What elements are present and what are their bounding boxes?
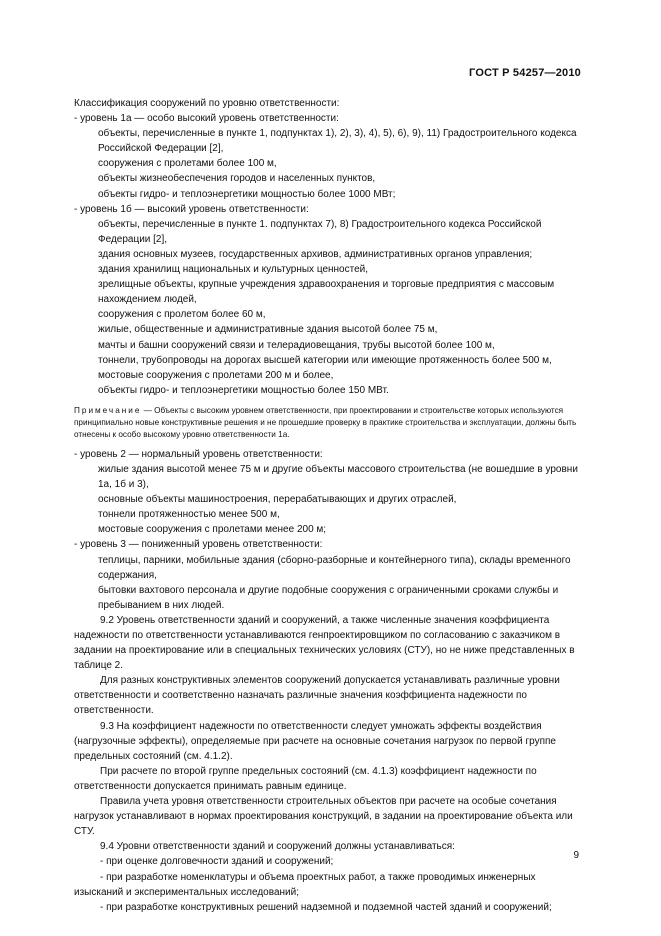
level-2-item: тоннели протяженностью менее 500 м,	[98, 509, 280, 521]
level-3-title: - уровень 3 — пониженный уровень ответственности:	[74, 539, 323, 551]
level-1b-item: сооружения с пролетом более 60 м,	[98, 309, 266, 321]
level-1a-title: - уровень 1а — особо высокий уровень ответственности:	[74, 113, 339, 125]
page-number: 9	[573, 850, 579, 861]
level-2-item: жилые здания высотой менее 75 м и другие объекты массового строительства (не вошедшие в уровни 1а, 1б и 3),	[98, 463, 578, 491]
paragraph: Правила учета уровня ответственности строительных объектов при расчете на особые сочетания нагрузок устанавливают в нормах проектирования конструкций, в задании на проектирование объекта или СТУ.	[74, 796, 573, 838]
level-1b-item: здания основных музеев, государственных архивов, административных органов управления;	[98, 248, 533, 260]
level-3-item: теплицы, парники, мобильные здания (сборно-разборные и контейнерного типа), склады временного содержания,	[98, 554, 571, 581]
level-1b-title: - уровень 1б — высокий уровень ответственности:	[74, 203, 309, 215]
page-body	[74, 96, 584, 915]
level-1b-item: жилые, общественные и административные здания высотой более 75 м,	[98, 324, 438, 336]
level-1b-item: мостовые сооружения с пролетами 200 м и более,	[98, 369, 334, 381]
level-2-title: - уровень 2 — нормальный уровень ответственности:	[74, 448, 323, 460]
level-1a-item: объекты жизнеобеспечения городов и населенных пунктов,	[98, 173, 376, 185]
level-1a-item: сооружения с пролетами более 100 м,	[98, 158, 277, 170]
list-item: - при оценке долговечности зданий и сооружений;	[100, 856, 334, 868]
level-1b-item: мачты и башни сооружений связи и телерадиовещания, трубы высотой более 100 м,	[98, 339, 495, 351]
paragraph-9-3: 9.3 На коэффициент надежности по ответственности следует умножать эффекты воздействия (нагрузочные эффекты), определяемые при расчете на основные сочетания нагрузок по первой группе предельных состояний (см. 4.1.2).	[74, 720, 556, 762]
note-text: — Объекты с высоким уровнем ответственности, при проектировании и строительстве которых используются принципиально новые конструктивные решения и не прошедшие проверку в практике строительства и эксплуатации, должны быть отнесены к особо высокому уровню ответственности 1а.	[74, 405, 577, 439]
paragraph-9-2: 9.2 Уровень ответственности зданий и сооружений, а также численные значения коэффициента надежности по ответственности устанавливаются генпроектировщиком по согласованию с заказчиком в задании на проектирование или в специальных технических условиях (СТУ), но не ниже представленных в таблице 2.	[74, 614, 575, 672]
note-label: Примечание	[74, 405, 142, 415]
level-1a-item: объекты, перечисленные в пункте 1, подпунктах 1), 2), 3), 4), 5), 6), 9), 11) Градостроительного кодекса Российской Федерации [2],	[98, 128, 577, 155]
level-1b-item: зрелищные объекты, крупные учреждения здравоохранения и торговые предприятия с массовым нахождением людей,	[98, 279, 555, 306]
level-1b-item: здания хранилищ национальных и культурных ценностей,	[98, 264, 368, 276]
paragraph-9-4: 9.4 Уровни ответственности зданий и сооружений должны устанавливаться:	[100, 841, 455, 853]
intro-text: Классификация сооружений по уровню ответственности:	[74, 98, 340, 109]
note-block	[74, 405, 584, 441]
level-1a-item: объекты гидро- и теплоэнергетики мощностью более 1000 МВт;	[98, 188, 396, 200]
level-1b-item: тоннели, трубопроводы на дорогах высшей категории или имеющие протяженность более 500 м,	[98, 354, 552, 366]
level-2-item: мостовые сооружения с пролетами менее 200 м;	[98, 524, 327, 536]
paragraph: Для разных конструктивных элементов сооружений допускается устанавливать различные уровни ответственности и соответственно назначать различные значения коэффициента надежности по ответственности.	[74, 675, 560, 717]
paragraph: При расчете по второй группе предельных состояний (см. 4.1.3) коэффициент надежности по ответственности допускается принимать равным единице.	[74, 765, 537, 792]
level-1b-item: объекты гидро- и теплоэнергетики мощностью более 150 МВт.	[98, 384, 389, 396]
level-3-item: бытовки вахтового персонала и другие подобные сооружения с ограниченными сроками службы и пребыванием в них людей.	[98, 584, 559, 611]
level-2-item: основные объекты машиностроения, перерабатывающих и других отраслей,	[98, 494, 457, 506]
level-1b-item: объекты, перечисленные в пункте 1. подпунктах 7), 8) Градостроительного кодекса Российской Федерации [2],	[98, 218, 542, 245]
list-item: - при разработке конструктивных решений надземной и подземной частей зданий и сооружений;	[100, 901, 552, 913]
document-id: ГОСТ Р 54257—2010	[469, 67, 581, 79]
list-item: - при разработке номенклатуры и объема проектных работ, а также проводимых инженерных изысканий и экспериментальных исследований;	[74, 871, 536, 898]
